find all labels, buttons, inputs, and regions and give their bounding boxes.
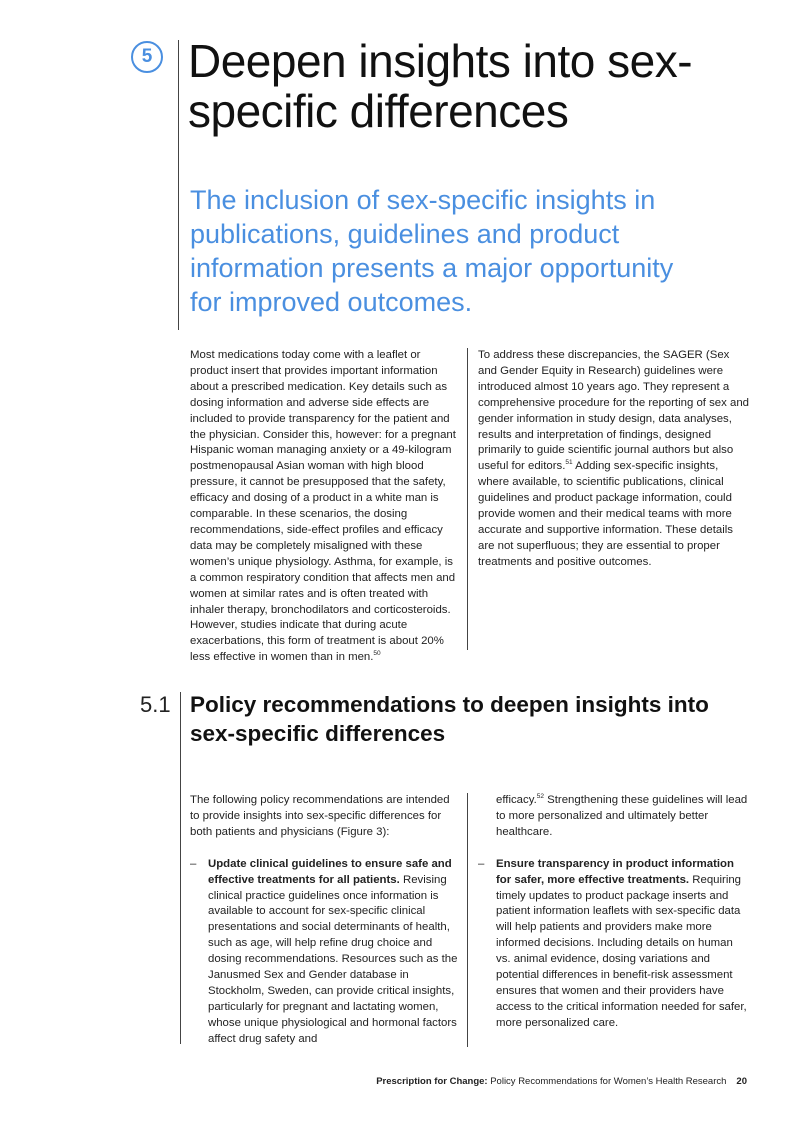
reference-51: 51 bbox=[565, 459, 573, 467]
section-column-2 bbox=[478, 793, 750, 1032]
chapter-title: Deepen insights into sex-specific differences bbox=[188, 35, 693, 137]
footer-title: Policy Recommendations for Women’s Health Research bbox=[487, 1076, 727, 1087]
intro-column-2: To address these discrepancies, the SAGER (Sex and Gender Equity in Research) guidelines were introduced almost 10 years ago. They represent a comprehensive procedure for the reporting of sex and gender information in study design, data analyses, results and interpretation of findings, designed primarily to guide scientific journal authors but also useful for editors.$^{51}$ Adding sex-specific insights, where available, to scientific publications, clinical guidelines and product package information, could provide women and their medical teams with more accurate and supportive information. These details are not superfluous; they are essential to proper treatments and positive outcomes. bbox=[478, 349, 750, 568]
section-number: 5.1 bbox=[140, 692, 171, 717]
page-footer bbox=[376, 1076, 747, 1087]
chapter-divider-line bbox=[178, 40, 179, 330]
page-number: 20 bbox=[736, 1076, 747, 1087]
list-item-update-guidelines: – Update clinical guidelines to ensure safe and effective treatments for all patients. Revising clinical practice guidelines once information is available to account for sex-specific clinical presentations and social determinants of health, such as age, will help refine drug choice and dosing recommendations. Resources such as the Janusmed Sex and Gender database in Stockholm, Sweden, can provide critical insights, particularly for pregnant and lactating women, whose unique physiological and hormonal factors affect drug safety and bbox=[190, 857, 458, 1045]
section-column-1 bbox=[190, 793, 460, 1048]
section-intro: The following policy recommendations are intended to provide insights into sex-specific differences for both patients and physicians (Figure 3): bbox=[190, 794, 450, 838]
chapter-number-badge bbox=[131, 41, 163, 73]
list-item-product-transparency: – Ensure transparency in product information for safer, more effective treatments. Requiring timely updates to product package inserts and patient information leaflets with sex-specific data will help patients and providers make more informed decisions. Including details on human vs. animal evidence, dosing variations and potential differences in benefit-risk assessment ensures that women and their providers have access to the critical information needed for safer, more personalized care. bbox=[478, 857, 747, 1029]
bullet-heading: Ensure transparency in product information for safer, more effective treatments. bbox=[496, 857, 734, 886]
section-title: Policy recommendations to deepen insights into sex-specific differences bbox=[190, 692, 709, 746]
bullet-heading: Update clinical guidelines to ensure safe and effective treatments for all patients. bbox=[208, 857, 452, 886]
column-divider-line bbox=[467, 348, 468, 650]
reference-50: 50 bbox=[373, 650, 381, 658]
chapter-number: 5 bbox=[141, 46, 153, 67]
guidelines-continuation: efficacy.$^{52}$ Strengthening these guidelines will lead to more personalized and ultimately better healthcare. bbox=[496, 793, 748, 838]
section-column-divider-line bbox=[467, 793, 468, 1047]
reference-52: 52 bbox=[536, 793, 544, 800]
footer-title-bold: Prescription for Change: bbox=[376, 1076, 488, 1087]
bullet-dash: – bbox=[478, 857, 485, 870]
intro-column-1: Most medications today come with a leaflet or product insert that provides important information about a prescribed medication. Key details such as dosing information and adverse side effects are included to provide transparency for the patient and the physician. Consider this, however: for a pregnant Hispanic woman managing anxiety or a 49-kilogram postmenopausal Asian woman with high blood pressure, it cannot be presupposed that the safety, efficacy and dosing of a product in a white man is comparable. In these scenarios, the dosing recommendations, side-effect profiles and efficacy data may be completely misaligned with these women’s unique physiology. Asthma, for example, is a common respiratory condition that affects men and women at similar rates and is often treated with inhaler therapy, bronchodilators and corticosteroids. However, studies indicate that during acute exacerbations, this form of treatment is about 20% less effective in women than in men.$^{50}$ bbox=[190, 349, 456, 664]
bullet-dash: – bbox=[190, 857, 197, 870]
chapter-subtitle: The inclusion of sex-specific insights in publications, guidelines and product information presents a major opportunity for improved outcomes. bbox=[190, 185, 674, 317]
section-divider-line bbox=[180, 692, 181, 1044]
